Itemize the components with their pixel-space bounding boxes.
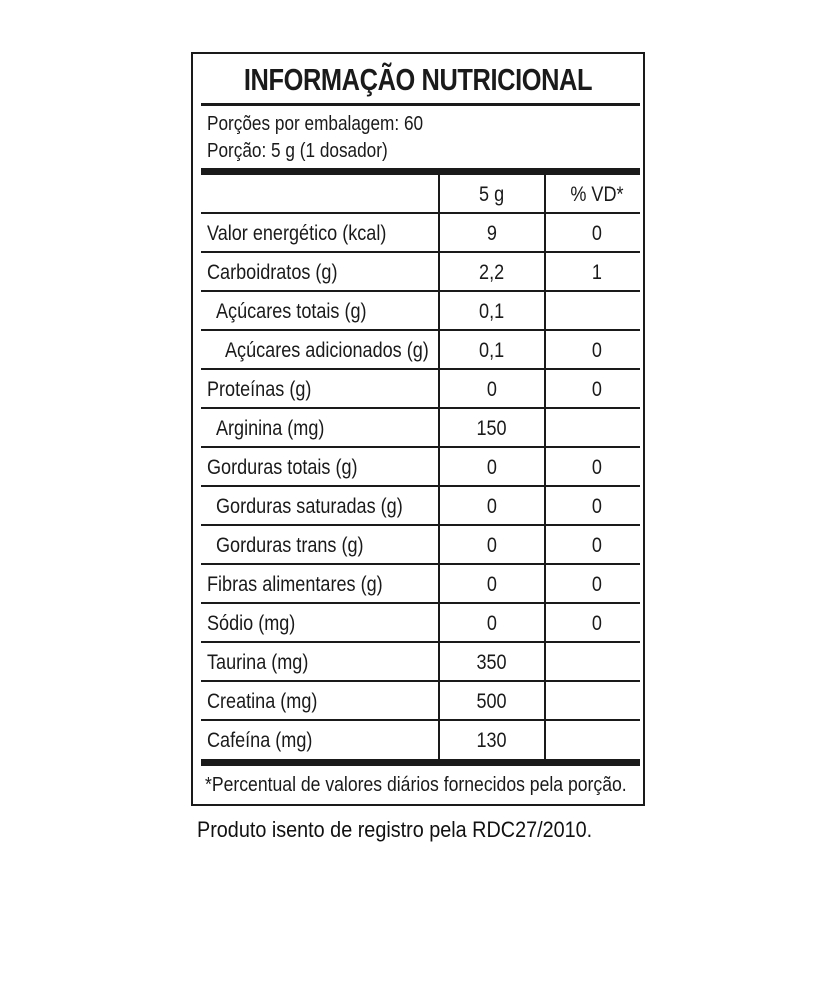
nutrient-daily-value: 0 [591, 495, 602, 518]
nutrient-name: Sódio (mg) [207, 612, 296, 635]
table-row [201, 682, 640, 721]
nutrient-name: Gorduras trans (g) [216, 534, 364, 557]
nutrient-quantity: 0 [486, 495, 498, 518]
table-row [201, 253, 640, 292]
label-footnote: *Percentual de valores diários fornecidos pela porção. [205, 774, 627, 796]
servings-per-package: Porções por embalagem: 60 [207, 113, 424, 135]
nutrient-quantity: 0,1 [479, 339, 505, 362]
nutrient-name: Proteínas (g) [207, 378, 312, 401]
table-row [201, 487, 640, 526]
nutrient-daily-value: 0 [591, 378, 602, 401]
thick-divider-bottom [201, 759, 640, 766]
table-header-row [201, 175, 640, 214]
table-row [201, 526, 640, 565]
nutrient-name: Arginina (mg) [216, 417, 325, 440]
nutrient-daily-value [546, 292, 647, 329]
table-row [201, 292, 640, 331]
nutrient-quantity: 9 [486, 222, 498, 245]
registration-note: Produto isento de registro pela RDC27/2010. [197, 817, 593, 842]
nutrient-name: Creatina (mg) [207, 690, 318, 713]
nutrition-facts-label [191, 52, 645, 806]
title-divider [201, 103, 640, 106]
nutrient-name: Valor energético (kcal) [207, 222, 387, 245]
nutrient-quantity: 0 [486, 612, 498, 635]
nutrient-quantity: 2,2 [479, 261, 505, 284]
table-row [201, 409, 640, 448]
header-vd: % VD* [569, 183, 624, 206]
nutrient-name: Carboidratos (g) [207, 261, 338, 284]
nutrient-quantity: 0 [486, 378, 498, 401]
nutrient-daily-value: 0 [591, 339, 602, 362]
nutrient-quantity: 150 [476, 417, 508, 440]
serving-size: Porção: 5 g (1 dosador) [207, 140, 388, 162]
nutrient-quantity: 0 [486, 534, 498, 557]
thick-divider-top [201, 168, 640, 175]
nutrient-quantity: 500 [476, 690, 508, 713]
table-row [201, 370, 640, 409]
nutrient-quantity: 130 [476, 729, 508, 752]
nutrient-name: Gorduras saturadas (g) [216, 495, 403, 518]
nutrient-name: Gorduras totais (g) [207, 456, 358, 479]
table-row [201, 604, 640, 643]
header-qty: 5 g [479, 183, 505, 206]
table-row [201, 643, 640, 682]
nutrient-quantity: 0 [486, 573, 498, 596]
label-title: INFORMAÇÃO NUTRICIONAL [243, 62, 593, 97]
table-row [201, 448, 640, 487]
nutrient-name: Açúcares adicionados (g) [225, 339, 429, 362]
table-row [201, 565, 640, 604]
nutrient-daily-value [546, 409, 647, 446]
nutrient-name: Açúcares totais (g) [216, 300, 367, 323]
table-row [201, 214, 640, 253]
nutrient-quantity: 0 [486, 456, 498, 479]
nutrient-daily-value: 0 [591, 612, 602, 635]
table-row [201, 721, 640, 760]
nutrient-daily-value: 0 [591, 534, 602, 557]
nutrient-daily-value [546, 682, 647, 719]
nutrient-name: Cafeína (mg) [207, 729, 313, 752]
table-row [201, 331, 640, 370]
nutrient-quantity: 0,1 [479, 300, 505, 323]
nutrient-daily-value [546, 643, 647, 680]
nutrient-name: Fibras alimentares (g) [207, 573, 383, 596]
nutrient-quantity: 350 [476, 651, 508, 674]
nutrient-name: Taurina (mg) [207, 651, 309, 674]
nutrient-daily-value [546, 721, 647, 758]
servings-info [207, 111, 423, 165]
nutrient-daily-value: 1 [591, 261, 602, 284]
nutrient-daily-value: 0 [591, 573, 602, 596]
nutrient-daily-value: 0 [591, 456, 602, 479]
nutrient-daily-value: 0 [591, 222, 602, 245]
